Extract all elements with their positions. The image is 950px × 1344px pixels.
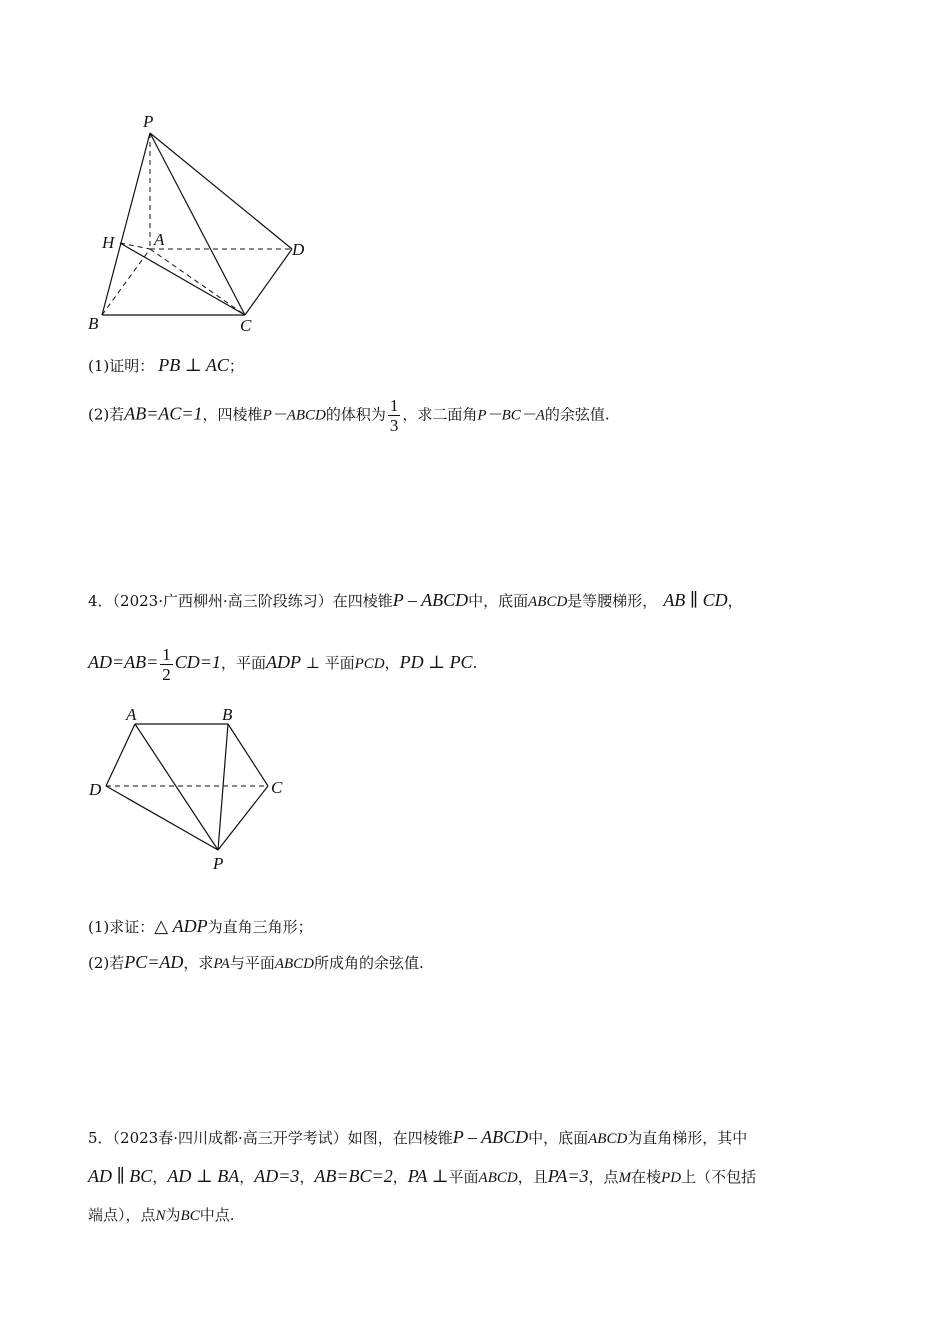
figure-pyramid-2 (80, 700, 300, 880)
label-b: B (88, 314, 99, 333)
edge-pd (150, 133, 292, 249)
problem4-line2: AD=AB= $\frac{1}{2}$ CD=1，平面ADP ⊥ 平面PCD，PD ⊥ PC. (88, 644, 478, 684)
problem5-line2: AD ∥ BC，AD ⊥ BA，AD=3，AB=BC=2，PA ⊥平面ABCD，且PA=3，点M在棱PD上（不包括 (88, 1166, 757, 1186)
problem5-line1: 5．（2023春·四川成都·高三开学考试）如图，在四棱锥P – ABCD中，底面ABCD为直角梯形，其中 (88, 1127, 748, 1147)
edge-ap (135, 724, 218, 850)
problem3-part2: (2)若AB=AC=1，四棱椎P－ABCD的体积为 $\frac{1}{3}$ ，求二面角P－BC－A的余弦值. (88, 396, 610, 435)
edge-ba-hidden (102, 249, 150, 315)
edge-cp (218, 786, 268, 850)
problem3-part1: (1)证明： PB ⊥ AC； (88, 355, 244, 375)
label-d: D (292, 240, 305, 259)
label-p: P (213, 854, 224, 873)
label-c: C (271, 778, 283, 797)
edge-cd (245, 249, 292, 315)
problem4-part2: (2)若PC=AD，求PA与平面ABCD所成角的余弦值. (88, 952, 424, 972)
label-a: A (154, 230, 165, 249)
problem4-part1: (1)求证：△ ADP为直角三角形； (88, 916, 313, 936)
label-h: H (102, 233, 115, 252)
label-p: P (143, 112, 154, 131)
label-d: D (89, 780, 102, 799)
problem4-line1: 4．（2023·广西柳州·高三阶段练习）在四棱锥P – ABCD中，底面ABCD是等腰梯形， AB ∥ CD， (88, 590, 743, 610)
edge-bp (218, 724, 228, 850)
label-c: C (240, 316, 252, 335)
edge-pb (102, 133, 150, 315)
label-b: B (222, 705, 233, 724)
label-a: A (126, 705, 137, 724)
fraction-one-half: $\frac{1}{2}$ (162, 644, 171, 684)
figure-pyramid-1 (80, 105, 330, 345)
edge-dp (106, 786, 218, 850)
edge-ad (106, 724, 135, 786)
edge-bc (228, 724, 268, 786)
fraction-one-third: $\frac{1}{3}$ (389, 396, 399, 435)
edge-ac-hidden (150, 249, 245, 315)
problem5-line3: 端点），点N为BC中点. (88, 1206, 235, 1224)
